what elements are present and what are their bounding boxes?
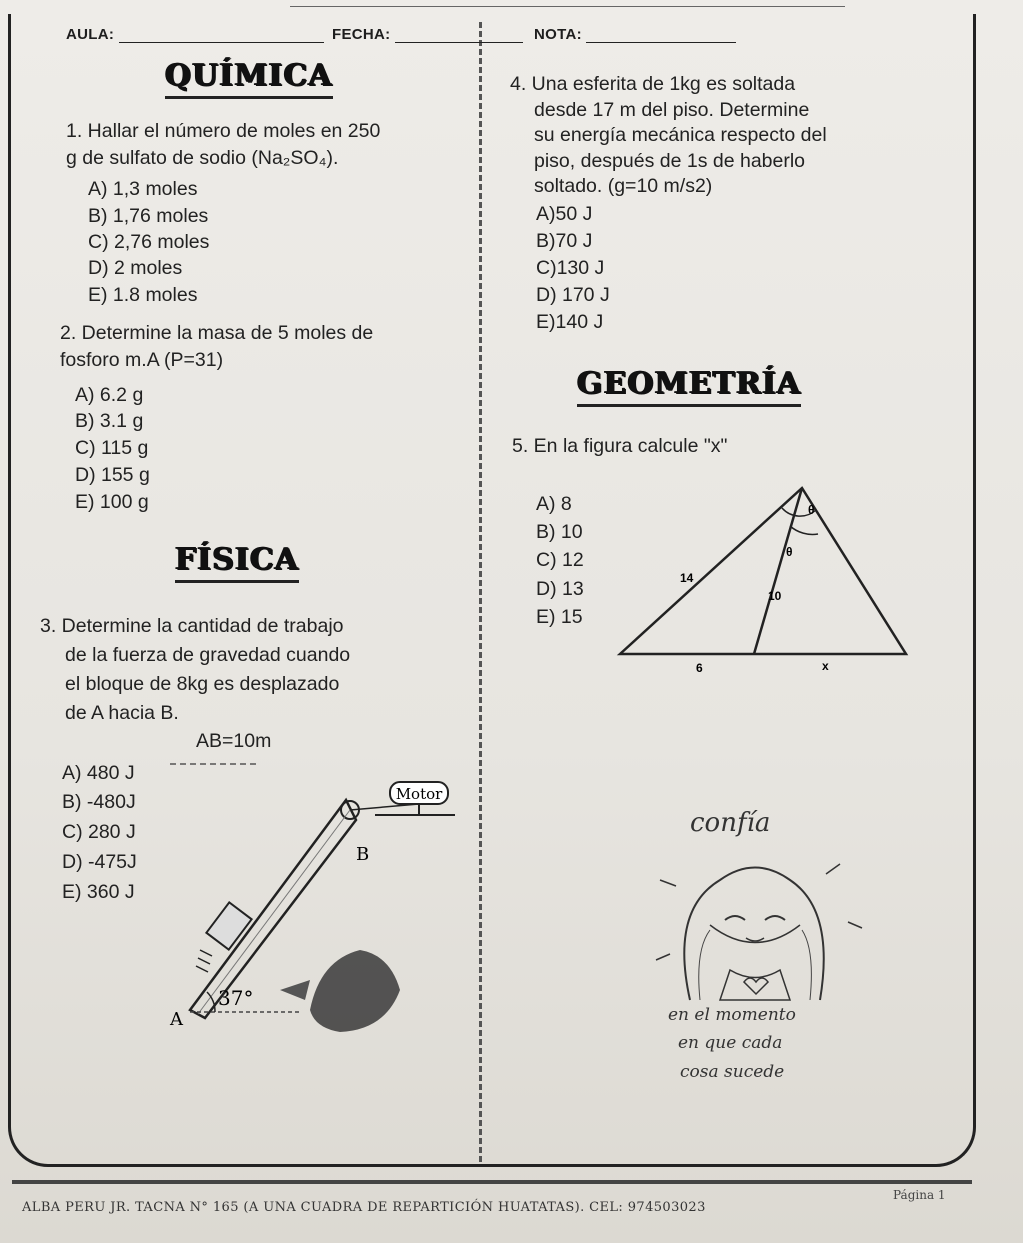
q4-option-a: A)50 J	[536, 203, 593, 225]
nota-label: NOTA:	[534, 26, 582, 43]
q2-option-a: A) 6.2 g	[75, 384, 144, 406]
side-label-10: 10	[768, 589, 782, 603]
segment-label-x: x	[822, 659, 829, 673]
nota-blank	[586, 28, 736, 43]
q1-option-c: C) 2,76 moles	[88, 231, 210, 253]
point-a-label: A	[170, 1009, 183, 1030]
q5-option-b: B) 10	[536, 521, 583, 543]
q3-given: AB=10m	[196, 730, 272, 752]
fecha-blank	[395, 28, 523, 43]
q1-option-a: A) 1,3 moles	[88, 178, 198, 200]
theta-label-1: θ	[808, 503, 815, 517]
side-label-14: 14	[680, 571, 694, 585]
q3-option-b: B) -480J	[62, 791, 136, 813]
fisica-title-text: FÍSICA	[175, 542, 300, 577]
q4-option-e: E)140 J	[536, 311, 604, 333]
q2-option-b: B) 3.1 g	[75, 410, 144, 432]
q1-option-d: D) 2 moles	[88, 257, 183, 279]
footer-rule	[12, 1180, 972, 1184]
q4-option-d: D) 170 J	[536, 284, 610, 306]
nota-field	[534, 26, 736, 43]
q5-option-c: C) 12	[536, 549, 584, 571]
footer-address: ALBA PERU JR. TACNA N° 165 (A UNA CUADRA DE REPARTICIÓN HUATATAS). CEL: 974503023	[22, 1200, 706, 1215]
aula-field	[66, 26, 324, 43]
title-underline	[165, 96, 333, 99]
q5-option-e: E) 15	[536, 606, 583, 628]
q4-option-c: C)130 J	[536, 257, 605, 279]
pencil-icon	[280, 980, 310, 1000]
q3-line-1: 3. Determine la cantidad de trabajo	[40, 615, 344, 637]
doodle-line-1: en el momento	[668, 1005, 796, 1025]
point-b-label: B	[356, 844, 370, 865]
fecha-field	[332, 26, 523, 43]
angle-label: 37°	[218, 986, 254, 1010]
column-divider	[479, 22, 482, 1162]
q5-option-d: D) 13	[536, 578, 584, 600]
girl-doodle	[640, 850, 870, 1010]
doodle-line-2: en que cada	[678, 1033, 783, 1053]
section-title-fisica	[175, 542, 299, 577]
question-3	[40, 612, 470, 728]
segment-label-6: 6	[696, 661, 703, 675]
q4-line-5: soltado. (g=10 m/s2)	[534, 175, 713, 197]
q3-line-4: de A hacia B.	[65, 702, 179, 724]
cevian	[754, 488, 802, 654]
doodle-word: confía	[690, 808, 771, 838]
q1-option-b: B) 1,76 moles	[88, 205, 209, 227]
q5-option-a: A) 8	[536, 493, 572, 515]
q4-line-4: piso, después de 1s de haberlo	[534, 149, 806, 172]
q3-line-3: el bloque de 8kg es desplazado	[65, 673, 340, 695]
motor-label: Motor	[395, 785, 443, 803]
q2-line-1: 2. Determine la masa de 5 moles de	[60, 322, 374, 344]
q1-option-e: E) 1.8 moles	[88, 284, 198, 306]
question-2	[60, 320, 470, 373]
fecha-label: FECHA:	[332, 26, 391, 43]
title-underline	[175, 580, 299, 583]
incline-figure	[160, 760, 470, 1050]
q4-option-b: B)70 J	[536, 230, 593, 252]
doodle-line-3: cosa sucede	[680, 1062, 785, 1082]
hand-icon	[310, 950, 400, 1032]
q1-line-2: g de sulfato de sodio (Na₂SO₄).	[66, 147, 339, 169]
q4-line-3: su energía mecánica respecto del	[534, 124, 827, 146]
section-title-geometria	[577, 366, 801, 401]
block	[206, 902, 251, 949]
q3-option-c: C) 280 J	[62, 821, 136, 843]
q1-line-1: 1. Hallar el número de moles en 250	[66, 120, 381, 142]
page-number: Página 1	[893, 1188, 946, 1202]
quimica-title-text: QUÍMICA	[165, 58, 333, 93]
q3-option-d: D) -475J	[62, 851, 137, 873]
q4-line-1: 4. Una esferita de 1kg es soltada	[510, 73, 796, 95]
q4-line-2: desde 17 m del piso. Determine	[534, 98, 810, 121]
q3-line-2: de la fuerza de gravedad cuando	[65, 644, 351, 666]
q3-option-e: E) 360 J	[62, 881, 135, 903]
q2-option-e: E) 100 g	[75, 491, 149, 513]
triangle-figure	[610, 478, 910, 678]
theta-label-2: θ	[786, 545, 793, 559]
question-1	[66, 118, 466, 171]
triangle	[620, 488, 906, 654]
title-underline	[577, 404, 801, 407]
aula-blank	[119, 28, 324, 43]
q2-option-c: C) 115 g	[75, 437, 149, 459]
q2-option-d: D) 155 g	[75, 464, 150, 486]
q3-option-a: A) 480 J	[62, 762, 135, 784]
question-5: 5. En la figura calcule "x"	[512, 435, 728, 457]
q2-line-2: fosforo m.A (P=31)	[60, 349, 224, 371]
section-title-quimica	[165, 58, 333, 93]
question-4	[510, 72, 890, 200]
aula-label: AULA:	[66, 26, 115, 43]
top-rule	[290, 6, 845, 7]
geometria-title-text: GEOMETRÍA	[577, 366, 802, 401]
heart-icon	[744, 978, 768, 994]
